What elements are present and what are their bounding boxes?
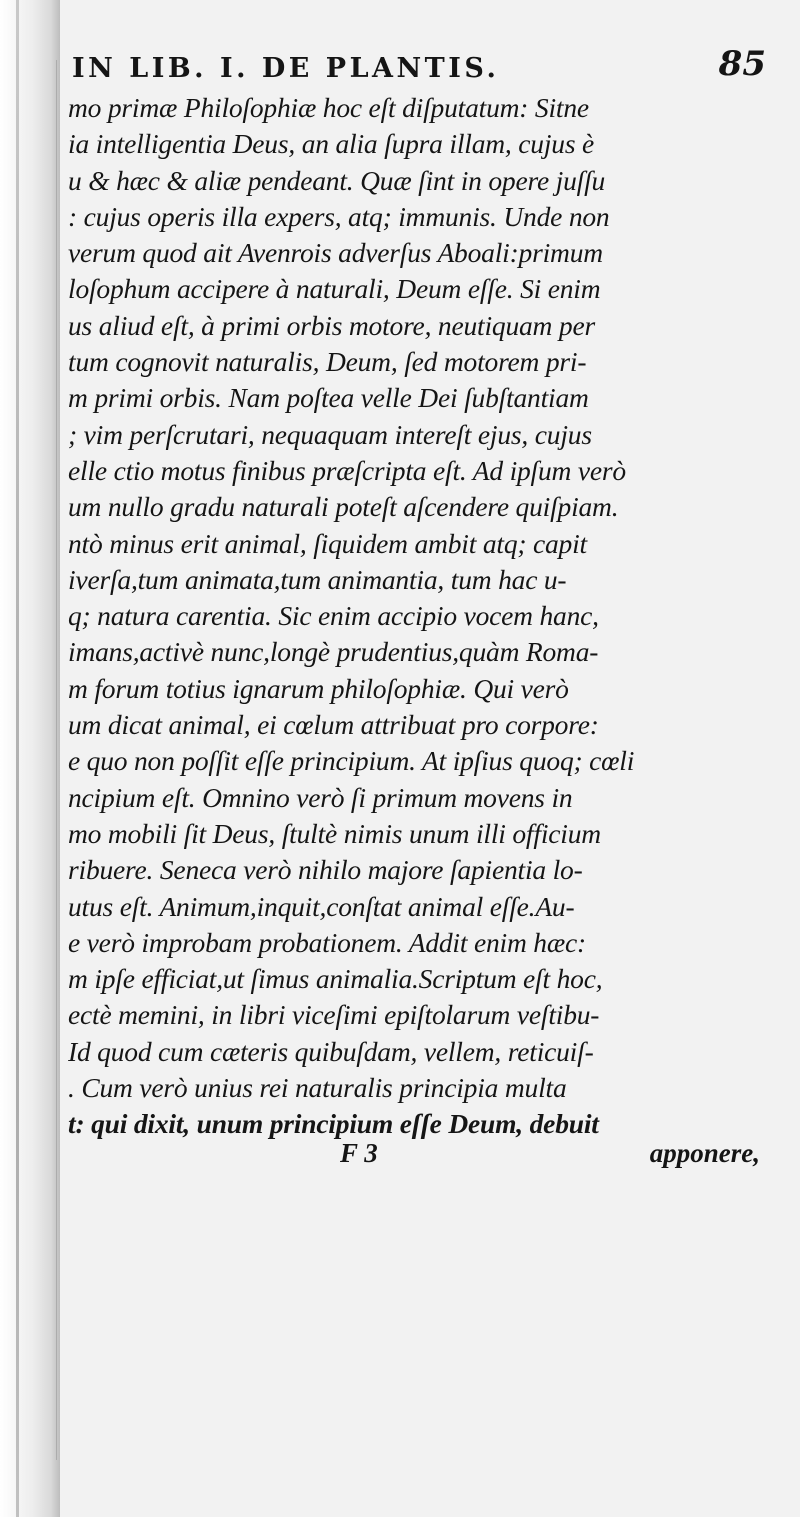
text-line: e verò improbam probationem. Addit enim hæc: — [68, 926, 586, 958]
text-line: loſophum accipere à naturali, Deum eſſe. Si enim — [68, 273, 601, 305]
text-line: u & hæc & aliæ pendeant. Quæ ſint in opere juſſu — [68, 164, 606, 196]
text-line: us aliud eſt, à primi orbis motore, neutiquam per — [68, 309, 595, 341]
text-line: t: qui dixit, unum principium eſſe Deum, debuit — [68, 1108, 599, 1140]
text-line: utus eſt. Animum,inquit,conſtat animal eſſe.Au- — [68, 890, 575, 922]
text-line: tum cognovit naturalis, Deum, ſed motorem pri- — [68, 346, 587, 378]
text-line: um nullo gradu naturali poteſt aſcendere quiſpiam. — [68, 491, 619, 523]
signature-mark: F 3 — [340, 1138, 378, 1168]
text-line: m ipſe efficiat,ut ſimus animalia.Scriptum eſt hoc, — [68, 963, 603, 995]
text-line: mo primæ Philoſophiæ hoc eſt diſputatum: Sitne — [68, 92, 589, 123]
text-line: Id quod cum cæteris quibuſdam, vellem, reticuiſ- — [68, 1035, 594, 1067]
text-line: ntò minus erit animal, ſiquidem ambit atq; capit — [68, 527, 587, 559]
text-line: e quo non poſſit eſſe principium. At ipſius quoq; cœli — [68, 745, 635, 777]
text-line: ectè memini, in libri viceſimi epiſtolarum veſtibu- — [68, 999, 600, 1031]
running-title: IN LIB. I. DE PLANTIS. — [72, 52, 500, 84]
binding-shadow-line — [16, 0, 19, 1517]
text-line: ncipium eſt. Omnino verò ſi primum movens in — [68, 781, 573, 813]
text-line: elle ctio motus finibus præſcripta eſt. Ad ipſum verò — [68, 454, 626, 486]
text-line: . Cum verò unius rei naturalis principia multa — [68, 1072, 567, 1104]
text-body — [68, 90, 788, 1143]
text-line: um dicat animal, ei cœlum attribuat pro corpore: — [68, 709, 599, 741]
text-line: mo mobili ſit Deus, ſtultè nimis unum illi officium — [68, 817, 601, 849]
text-line: iverſa,tum animata,tum animantia, tum hac u- — [68, 563, 567, 595]
text-line: m primi orbis. Nam poſtea velle Dei ſubſtantiam — [68, 382, 589, 414]
text-line: : cujus operis illa expers, atq; immunis. Unde non — [68, 200, 610, 232]
text-line: ia intelligentia Deus, an alia ſupra illam, cujus è — [68, 128, 595, 160]
text-line: q; natura carentia. Sic enim accipio vocem hanc, — [68, 600, 599, 632]
catchword: apponere, — [649, 1138, 760, 1168]
page-number: 85 — [718, 44, 766, 84]
text-line: ribuere. Seneca verò nihilo majore ſapientia lo- — [68, 854, 583, 886]
running-head — [72, 42, 772, 94]
text-line: imans,activè nunc,longè prudentius,quàm Roma- — [68, 636, 599, 668]
binding-edge-line — [56, 60, 57, 1460]
page-footer — [340, 1138, 780, 1178]
text-line: verum quod ait Avenrois adverſus Aboali:primum — [68, 237, 603, 269]
text-line: m forum totius ignarum philoſophiæ. Qui verò — [68, 672, 569, 704]
text-line: ; vim perſcrutari, nequaquam intereſt ejus, cujus — [68, 418, 592, 450]
binding-gutter — [0, 0, 60, 1517]
